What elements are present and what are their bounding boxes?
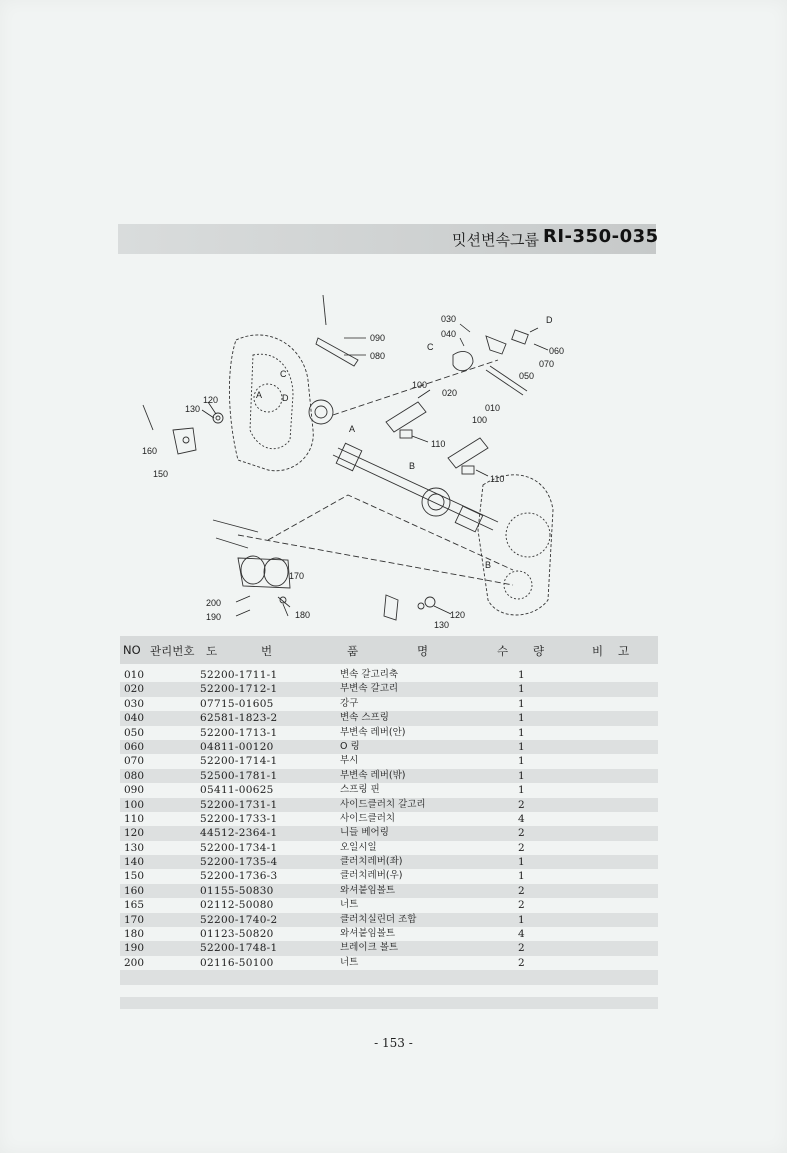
callout-label: D — [546, 315, 553, 325]
table-row — [120, 855, 658, 869]
cell-qty: 1 — [518, 669, 525, 681]
callout-label: A — [349, 424, 356, 434]
cell-part: 62581-1823-2 — [200, 712, 278, 725]
table-row — [120, 740, 658, 754]
table-row-empty — [120, 970, 658, 984]
cell-no: 120 — [124, 827, 145, 840]
cell-name: 부변속 레버(안) — [340, 726, 406, 738]
table-row — [120, 826, 658, 840]
callout-label: 050 — [519, 371, 535, 381]
cell-part: 52200-1714-1 — [200, 755, 278, 768]
cell-name: 니들 베어링 — [340, 827, 389, 839]
cell-no: 050 — [124, 726, 145, 739]
cell-qty: 1 — [518, 683, 525, 696]
cell-part: 52500-1781-1 — [200, 769, 278, 782]
header-item: 품 — [347, 644, 359, 658]
cell-qty: 2 — [518, 942, 525, 955]
cell-no: 030 — [124, 697, 145, 710]
group-title: 밋션변속그룹 — [452, 231, 539, 249]
cell-part: 52200-1748-1 — [200, 942, 278, 955]
table-row — [120, 927, 658, 941]
cell-name: 변속 스프링 — [340, 712, 389, 724]
header-mgmt-no: 관리번호 — [150, 644, 195, 658]
cell-name: 와셔붙임볼트 — [340, 928, 396, 940]
cell-qty: 1 — [518, 856, 525, 869]
cell-part: 01123-50820 — [200, 928, 274, 941]
cell-name: 클러치레버(우) — [340, 870, 403, 882]
cell-no: 090 — [124, 784, 145, 797]
callout-label: 160 — [142, 446, 158, 456]
callout-label: 100 — [412, 380, 428, 390]
cell-part: 52200-1735-4 — [200, 856, 278, 869]
cell-qty: 2 — [518, 827, 525, 840]
table-row — [120, 941, 658, 955]
table-header — [120, 636, 658, 664]
cell-no: 040 — [124, 712, 145, 725]
cell-no: 130 — [124, 841, 145, 854]
table-row — [120, 884, 658, 898]
table-row — [120, 898, 658, 912]
callout-label: 110 — [431, 439, 446, 449]
cell-no: 060 — [124, 740, 145, 753]
callout-label: 070 — [539, 359, 555, 369]
cell-qty: 1 — [518, 697, 525, 710]
cell-no: 110 — [124, 812, 145, 825]
callout-label: 020 — [442, 388, 458, 398]
parts-table — [120, 636, 658, 985]
cell-qty: 1 — [518, 755, 525, 768]
cell-part: 52200-1733-1 — [200, 812, 278, 825]
cell-qty: 2 — [518, 884, 525, 897]
callout-label: 010 — [485, 403, 501, 413]
header-qty-1: 수 — [497, 644, 509, 658]
cell-qty: 2 — [518, 841, 525, 854]
header-no: NO — [123, 643, 141, 657]
cell-no: 165 — [124, 899, 145, 912]
cell-no: 200 — [124, 956, 145, 969]
callout-label: 080 — [370, 351, 386, 361]
cell-no: 020 — [124, 683, 145, 696]
cell-part: 52200-1712-1 — [200, 683, 278, 696]
table-row — [120, 783, 658, 797]
callout-label: 040 — [441, 329, 457, 339]
table-row — [120, 769, 658, 783]
callout-label: B — [409, 461, 416, 471]
cell-name: 스프링 핀 — [340, 784, 380, 796]
cell-name: 사이드클러치 — [340, 812, 396, 824]
cell-name: 클러치레버(좌) — [340, 856, 403, 868]
callout-label: 200 — [206, 598, 222, 608]
table-row — [120, 697, 658, 711]
cell-part: 52200-1736-3 — [200, 870, 278, 883]
callout-label: 120 — [450, 610, 466, 620]
callout-label: 190 — [206, 612, 222, 622]
cell-name: O 링 — [340, 740, 360, 752]
cell-qty: 2 — [518, 956, 525, 969]
callout-label: 130 — [434, 620, 450, 630]
header-qty-2: 량 — [533, 644, 545, 658]
cell-part: 01155-50830 — [200, 884, 274, 897]
cell-no: 170 — [124, 913, 145, 926]
cell-no: 010 — [124, 669, 145, 681]
cell-part: 07715-01605 — [200, 697, 274, 710]
callout-label: C — [280, 369, 287, 379]
cell-part: 05411-00625 — [200, 784, 274, 797]
cell-qty: 1 — [518, 769, 525, 782]
callout-label: A — [256, 390, 263, 400]
cell-part: 52200-1740-2 — [200, 913, 278, 926]
cell-qty: 1 — [518, 913, 525, 926]
cell-part: 02112-50080 — [200, 899, 274, 912]
cell-qty: 4 — [518, 812, 525, 825]
table-row — [120, 812, 658, 826]
callout-label: B — [485, 560, 492, 570]
table-row — [120, 956, 658, 970]
table-row — [120, 798, 658, 812]
callout-label: 030 — [441, 314, 457, 324]
callout-label: 170 — [289, 571, 305, 581]
cell-name: 부변속 레버(밖) — [340, 769, 406, 781]
table-footer-band — [120, 997, 658, 1009]
cell-name: 와셔붙임볼트 — [340, 884, 396, 896]
header-note-2: 고 — [618, 644, 630, 658]
cell-part: 04811-00120 — [200, 740, 274, 753]
table-row — [120, 754, 658, 768]
cell-name: 클러치실린더 조합 — [340, 913, 417, 925]
cell-no: 160 — [124, 884, 145, 897]
callout-label: 130 — [185, 404, 201, 414]
cell-name: 너트 — [340, 899, 359, 911]
callout-label: D — [282, 393, 289, 403]
group-code: RI-350-035 — [543, 226, 659, 247]
cell-part: 02116-50100 — [200, 956, 274, 969]
cell-name: 부시 — [340, 755, 359, 767]
cell-name: 사이드클러치 갈고리 — [340, 798, 426, 810]
callout-label: 150 — [153, 469, 169, 479]
cell-qty: 2 — [518, 899, 525, 912]
cell-name: 오일시일 — [340, 841, 377, 853]
cell-qty: 4 — [518, 928, 525, 941]
cell-part: 52200-1711-1 — [200, 669, 278, 681]
cell-no: 100 — [124, 798, 145, 811]
page-number: - 153 - — [374, 1036, 413, 1050]
cell-no: 190 — [124, 942, 145, 955]
cell-part: 52200-1713-1 — [200, 726, 278, 739]
cell-name: 강구 — [340, 697, 359, 709]
callout-label: 090 — [370, 333, 386, 343]
cell-no: 070 — [124, 755, 145, 768]
header-drawing: 도 — [206, 644, 218, 658]
cell-part: 52200-1734-1 — [200, 841, 278, 854]
cell-no: 140 — [124, 856, 145, 869]
table-row — [120, 841, 658, 855]
callout-label: 180 — [295, 610, 311, 620]
table-row — [120, 913, 658, 927]
cell-qty: 1 — [518, 870, 525, 883]
callout-label: 100 — [472, 415, 488, 425]
callout-label: C — [427, 342, 434, 352]
table-row — [120, 682, 658, 696]
table-row — [120, 711, 658, 725]
table-row — [120, 668, 658, 682]
cell-qty: 1 — [518, 784, 525, 797]
table-row — [120, 726, 658, 740]
cell-qty: 1 — [518, 740, 525, 753]
callout-label: 120 — [203, 395, 219, 405]
cell-name: 브레이크 볼트 — [340, 942, 399, 954]
cell-qty: 1 — [518, 726, 525, 739]
header-note-1: 비 — [592, 644, 604, 658]
cell-part: 52200-1731-1 — [200, 798, 278, 811]
cell-qty: 2 — [518, 798, 525, 811]
header-number: 번 — [261, 644, 273, 658]
table-row — [120, 869, 658, 883]
cell-name: 너트 — [340, 956, 359, 968]
cell-name: 변속 갈고리축 — [340, 669, 399, 680]
header-name: 명 — [417, 644, 429, 658]
exploded-parts-diagram — [118, 270, 658, 632]
cell-qty: 1 — [518, 712, 525, 725]
cell-part: 44512-2364-1 — [200, 827, 278, 840]
callout-label: 110 — [490, 474, 505, 484]
cell-name: 부변속 갈고리 — [340, 683, 399, 695]
cell-no: 150 — [124, 870, 145, 883]
cell-no: 180 — [124, 928, 145, 941]
cell-no: 080 — [124, 769, 145, 782]
callout-label: 060 — [549, 346, 565, 356]
